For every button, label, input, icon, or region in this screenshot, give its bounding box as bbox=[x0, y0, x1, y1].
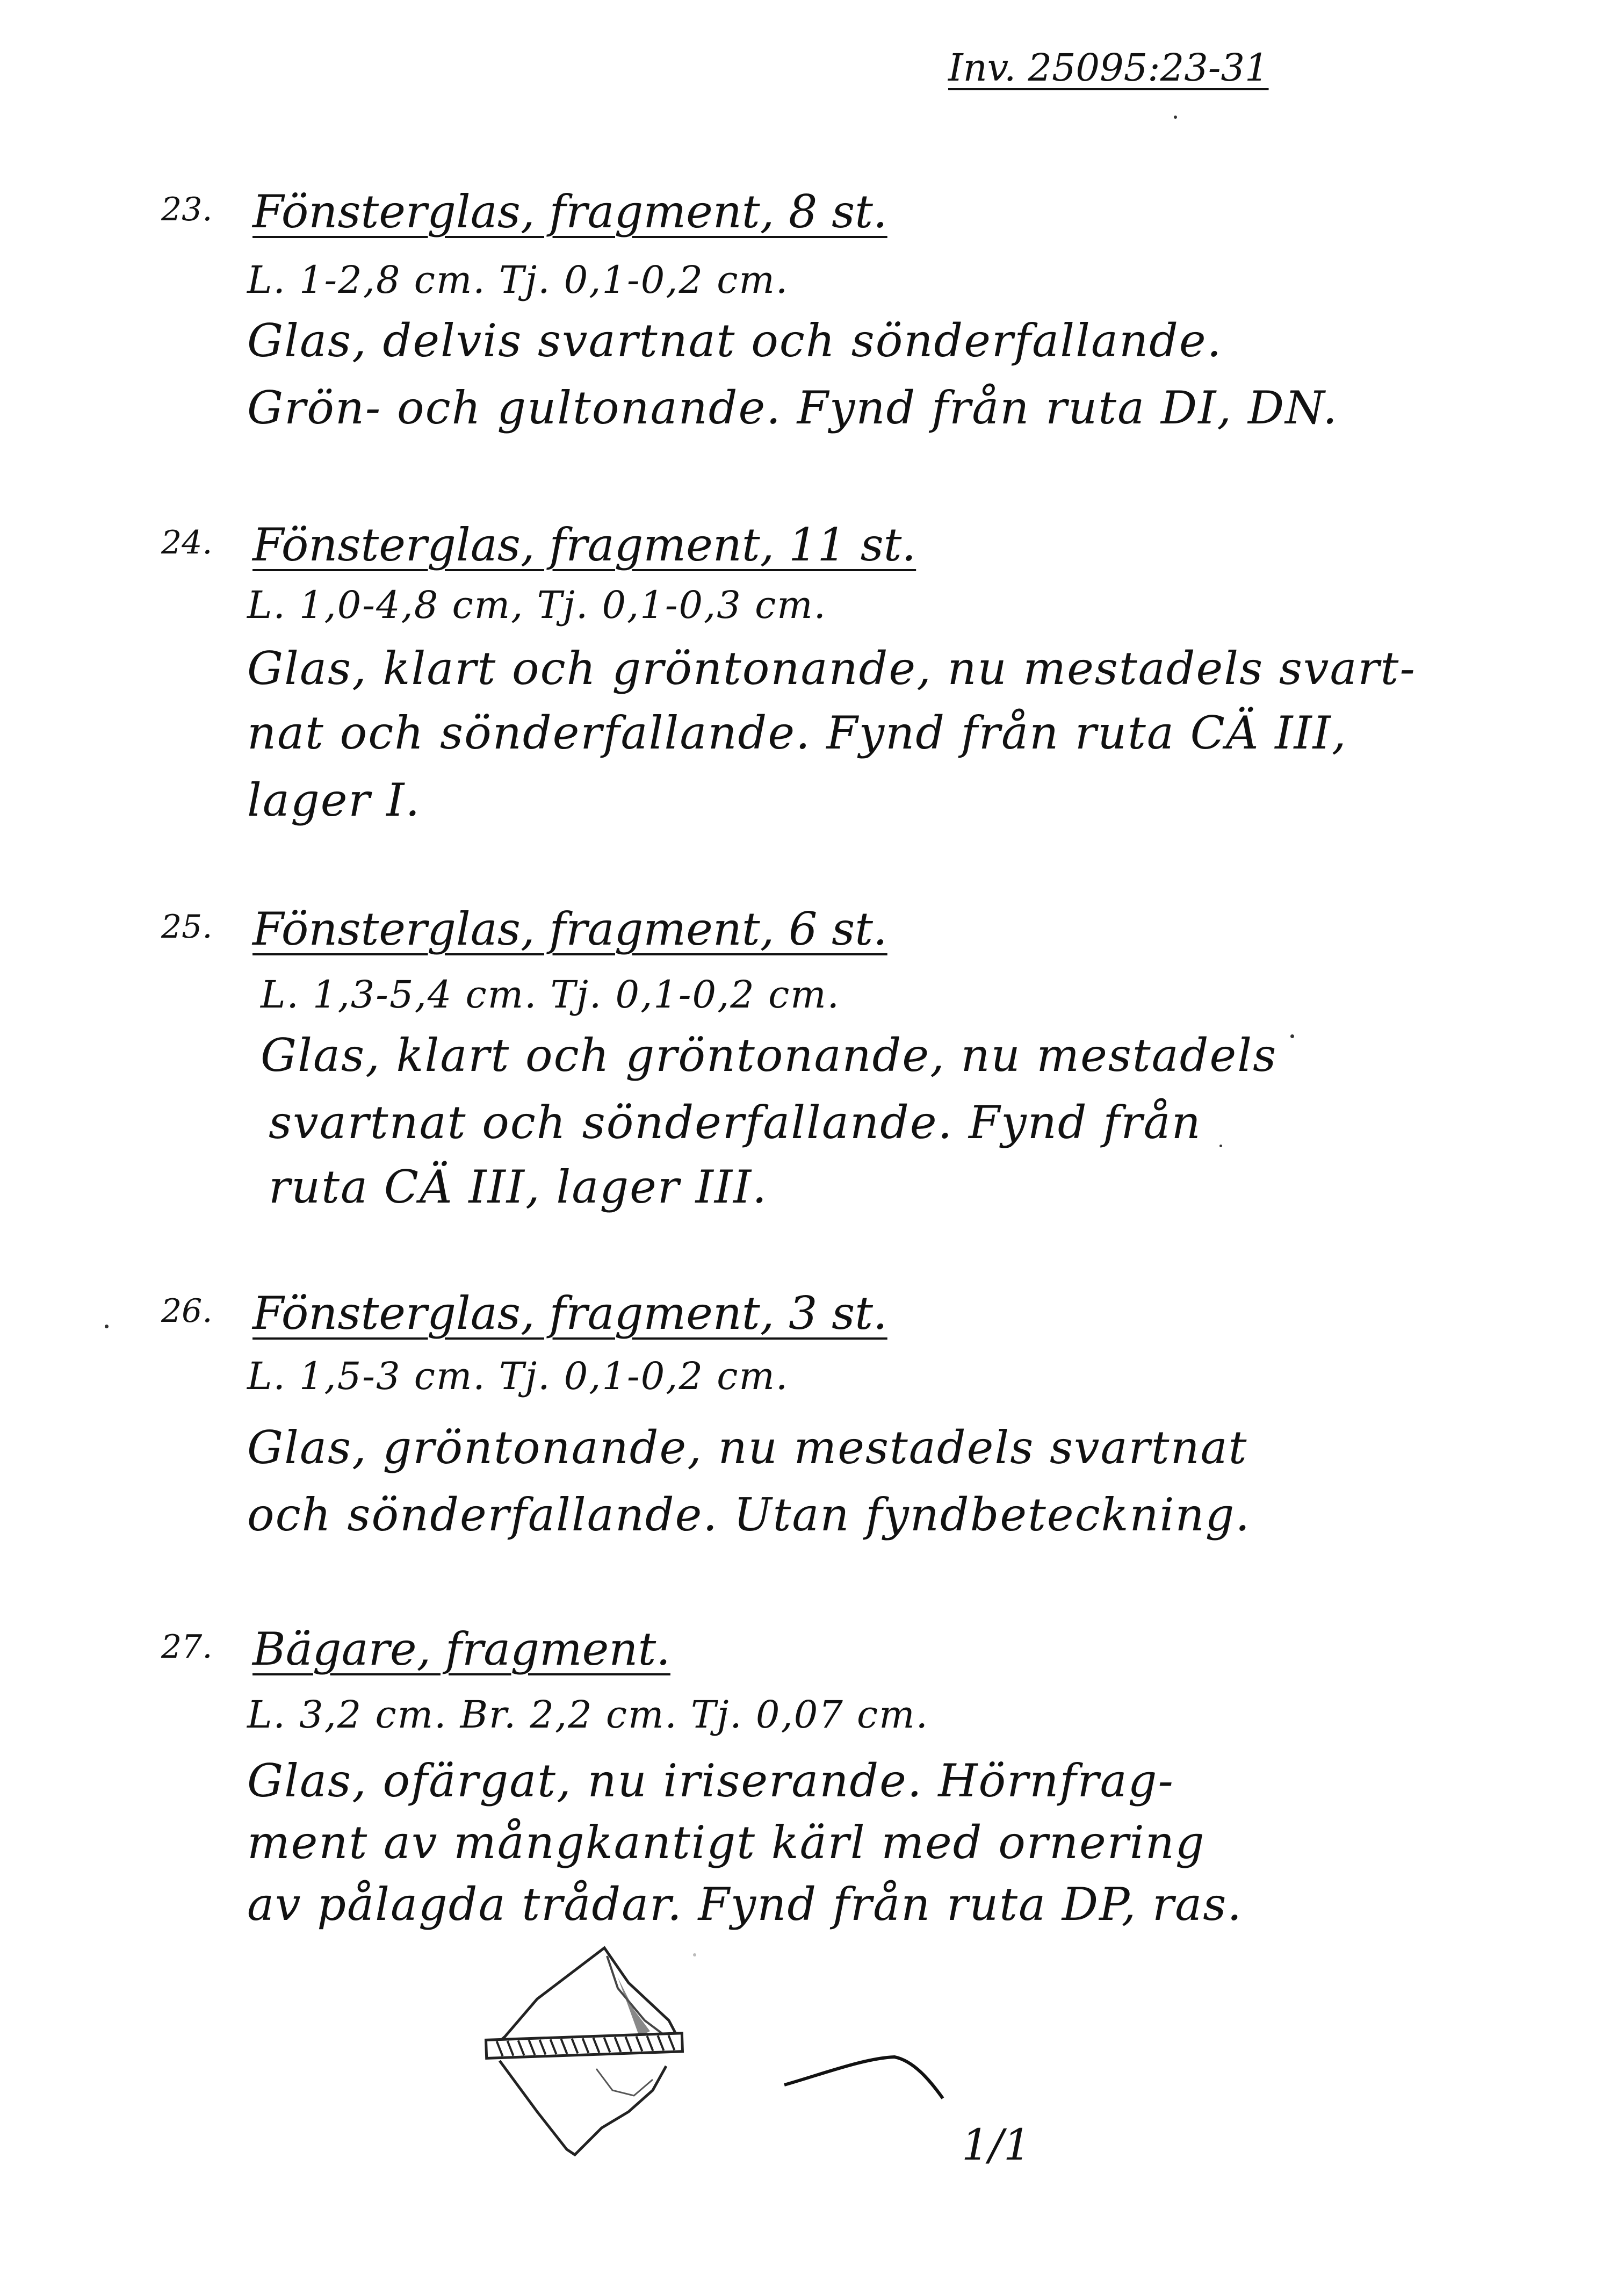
entry-number: 27. bbox=[161, 1628, 213, 1666]
entry-line: Grön- och gultonande. Fynd från ruta DI, DN. bbox=[247, 382, 1338, 434]
entry-line: lager I. bbox=[247, 774, 421, 826]
entry-line: Glas, ofärgat, nu iriserande. Hörnfrag- bbox=[247, 1754, 1174, 1807]
entry-dimensions: L. 3,2 cm. Br. 2,2 cm. Tj. 0,07 cm. bbox=[247, 1693, 929, 1737]
entry-title: Fönsterglas, fragment, 8 st. bbox=[252, 185, 887, 238]
entry-number: 23. bbox=[161, 191, 213, 228]
entry-title: Fönsterglas, fragment, 11 st. bbox=[252, 519, 916, 571]
entry-line: Glas, klart och gröntonande, nu mestadels svart- bbox=[247, 642, 1416, 695]
entry-title: Fönsterglas, fragment, 6 st. bbox=[252, 903, 887, 955]
scan-speck bbox=[693, 1953, 696, 1956]
entry-line: svartnat och sönderfallande. Fynd från bbox=[269, 1096, 1202, 1149]
fragment-outline-lower bbox=[500, 2061, 666, 2155]
entry-title: Bägare, fragment. bbox=[252, 1623, 670, 1675]
entry-dimensions: L. 1,3-5,4 cm. Tj. 0,1-0,2 cm. bbox=[261, 973, 840, 1017]
scan-speck bbox=[1219, 1145, 1222, 1147]
entry-line: ment av mångkantigt kärl med ornering bbox=[247, 1816, 1206, 1869]
entry-line: Glas, gröntonande, nu mestadels svartnat bbox=[247, 1421, 1248, 1474]
entry-line: Glas, klart och gröntonande, nu mestadels bbox=[261, 1029, 1277, 1082]
entry-line: Glas, delvis svartnat och sönderfallande. bbox=[247, 314, 1223, 367]
entry-line: ruta CÄ III, lager III. bbox=[269, 1161, 768, 1213]
entry-dimensions: L. 1,0-4,8 cm, Tj. 0,1-0,3 cm. bbox=[247, 583, 827, 627]
inventory-number: Inv. 25095:23-31 bbox=[948, 46, 1269, 90]
fragment-outline-upper bbox=[494, 1948, 680, 2046]
scale-label: 1/1 bbox=[962, 2120, 1031, 2170]
entry-dimensions: L. 1,5-3 cm. Tj. 0,1-0,2 cm. bbox=[247, 1354, 789, 1398]
entry-line: av pålagda trådar. Fynd från ruta DP, ras. bbox=[247, 1878, 1243, 1931]
entry-dimensions: L. 1-2,8 cm. Tj. 0,1-0,2 cm. bbox=[247, 258, 789, 302]
scan-speck bbox=[1290, 1034, 1294, 1038]
profile-line bbox=[784, 2057, 943, 2098]
entry-number: 24. bbox=[161, 524, 213, 562]
entry-line: och sönderfallande. Utan fyndbeteckning. bbox=[247, 1488, 1251, 1541]
thread-band bbox=[486, 2033, 683, 2059]
entry-number: 26. bbox=[161, 1292, 213, 1330]
scan-speck bbox=[1174, 116, 1177, 119]
scan-speck bbox=[105, 1325, 109, 1328]
entry-title: Fönsterglas, fragment, 3 st. bbox=[252, 1287, 887, 1340]
entry-line: nat och sönderfallande. Fynd från ruta CÄ III, bbox=[247, 707, 1347, 759]
entry-number: 25. bbox=[161, 908, 213, 946]
